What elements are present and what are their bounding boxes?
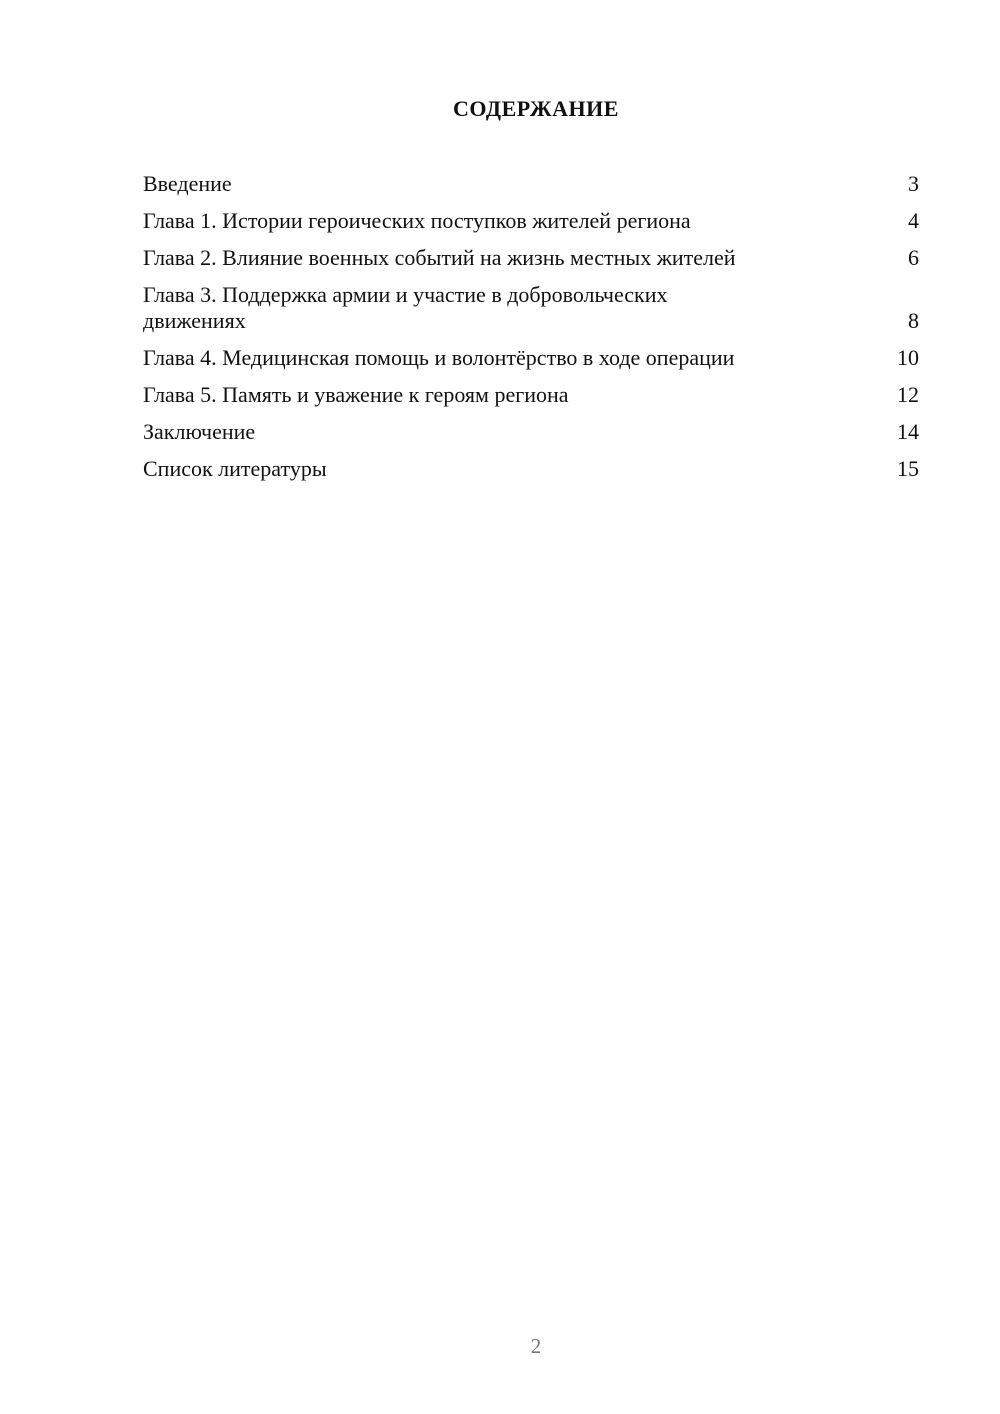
toc-item-label: Глава 5. Память и уважение к героям региона <box>143 382 569 407</box>
toc-item-page: 12 <box>897 382 919 407</box>
toc-item-label: Глава 2. Влияние военных событий на жизнь местных жителей <box>143 245 736 270</box>
toc-item-page: 14 <box>897 419 919 444</box>
toc-item-label: Глава 3. Поддержка армии и участие в добровольческих движениях <box>143 282 668 333</box>
toc-item-chapter-1 <box>143 208 919 234</box>
toc-item-page: 15 <box>897 456 919 481</box>
toc-item-label: Глава 1. Истории героических поступков жителей региона <box>143 208 691 233</box>
toc-item-chapter-4 <box>143 345 919 371</box>
toc-item-page: 4 <box>908 208 919 233</box>
toc-item-page: 6 <box>908 245 919 270</box>
toc-item-page: 8 <box>908 308 919 333</box>
toc-item-page: 3 <box>908 171 919 196</box>
toc-item-conclusion <box>143 419 919 445</box>
toc-item-label: Введение <box>143 171 232 196</box>
toc-item-chapter-5 <box>143 382 919 408</box>
toc-item-chapter-3 <box>143 282 919 334</box>
toc-item-label: Заключение <box>143 419 256 444</box>
toc-item-label: Список литературы <box>143 456 327 481</box>
toc-item-label: Глава 4. Медицинская помощь и волонтёрство в ходе операции <box>143 345 735 370</box>
toc-item-chapter-2 <box>143 245 919 271</box>
toc-item-introduction <box>143 171 919 197</box>
table-of-contents <box>143 171 919 493</box>
toc-item-references <box>143 456 919 482</box>
toc-title: СОДЕРЖАНИЕ <box>453 96 619 121</box>
toc-item-page: 10 <box>897 345 919 370</box>
page-number: 2 <box>530 1334 542 1358</box>
